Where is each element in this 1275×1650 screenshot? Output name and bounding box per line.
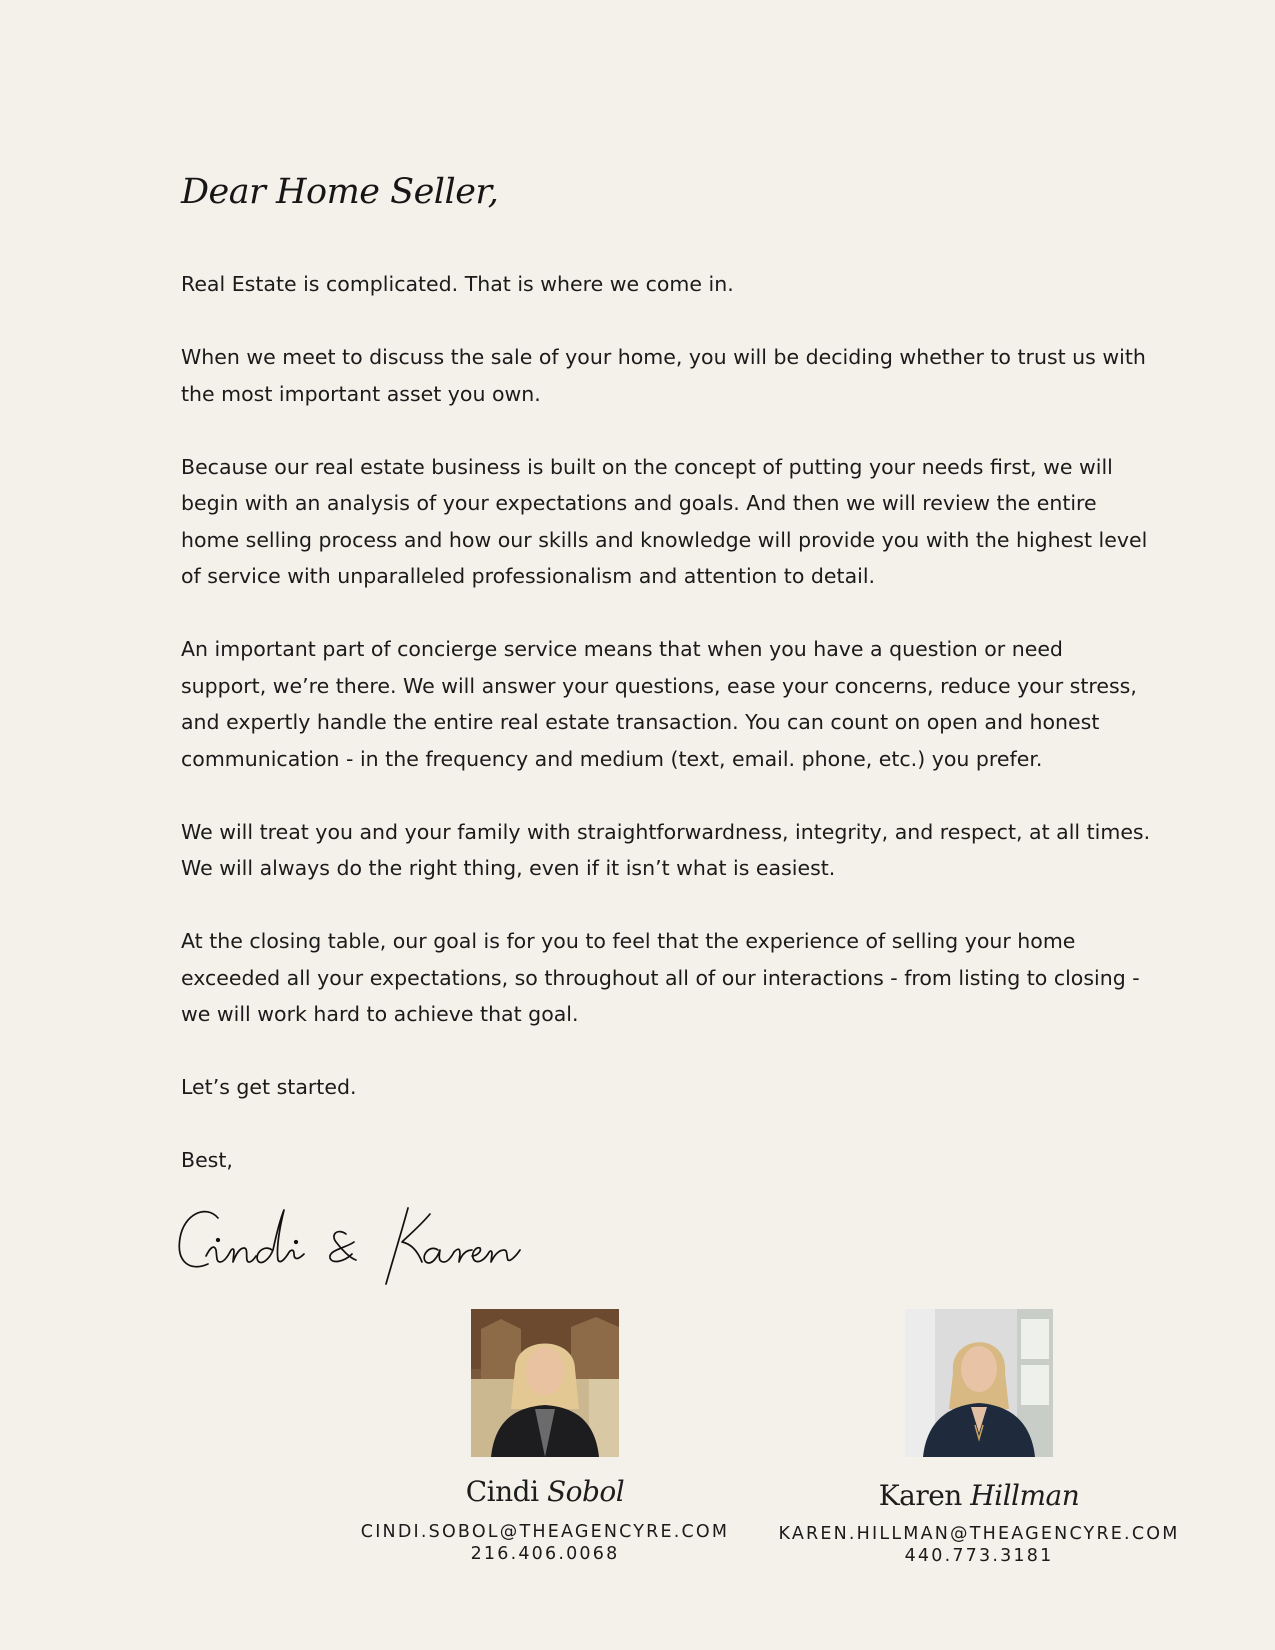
agent-photo bbox=[905, 1309, 1053, 1457]
letter-closing: Best, bbox=[181, 1148, 233, 1172]
letter-paragraph: Let’s get started. bbox=[181, 1075, 357, 1099]
agent-last-name: Hillman bbox=[970, 1479, 1080, 1512]
letter-paragraph: At the closing table, our goal is for you to feel that the experience of selling your home exceeded all your expectations, so throughout all of our interactions - from listing to closing - we will work hard to achieve that goal. bbox=[181, 929, 1140, 1026]
agent-phone[interactable]: 216.406.0068 bbox=[470, 1544, 620, 1564]
handwritten-signature bbox=[176, 1204, 521, 1294]
agent-phone[interactable]: 440.773.3181 bbox=[904, 1546, 1054, 1566]
letter-paragraph: When we meet to discuss the sale of your home, you will be deciding whether to trust us with the most important asset you own. bbox=[181, 345, 1146, 406]
letter-greeting: Dear Home Seller, bbox=[181, 172, 499, 212]
letter-paragraph: An important part of concierge service means that when you have a question or need support, we’re there. We will answer your questions, ease your concerns, reduce your stress, and expertly handle the entire real estate transaction. You can count on open and honest communication - in the frequency and medium (text, email. phone, etc.) you prefer. bbox=[181, 637, 1137, 771]
agent-card bbox=[335, 1309, 755, 1564]
letter-paragraph: Real Estate is complicated. That is where we come in. bbox=[181, 272, 734, 296]
agent-first-name: Cindi bbox=[465, 1475, 539, 1508]
agent-card bbox=[769, 1309, 1189, 1566]
agent-last-name: Sobol bbox=[546, 1475, 625, 1508]
agent-name bbox=[769, 1479, 1189, 1512]
agent-name bbox=[335, 1475, 755, 1508]
agent-photo bbox=[471, 1309, 619, 1457]
letter-paragraph: Because our real estate business is built on the concept of putting your needs first, we will begin with an analysis of your expectations and goals. And then we will review the entire home selling process and how our skills and knowledge will provide you with the highest level of service with unparalleled professionalism and attention to detail. bbox=[181, 454, 1148, 588]
letter-body bbox=[181, 266, 1151, 1215]
agent-email[interactable]: KAREN.HILLMAN@THEAGENCYRE.COM bbox=[778, 1524, 1180, 1544]
letter-paragraph: We will treat you and your family with straightforwardness, integrity, and respect, at all times. We will always do the right thing, even if it isn’t what is easiest. bbox=[181, 819, 1151, 880]
agent-first-name: Karen bbox=[878, 1479, 962, 1512]
agent-email[interactable]: CINDI.SOBOL@THEAGENCYRE.COM bbox=[360, 1522, 730, 1542]
